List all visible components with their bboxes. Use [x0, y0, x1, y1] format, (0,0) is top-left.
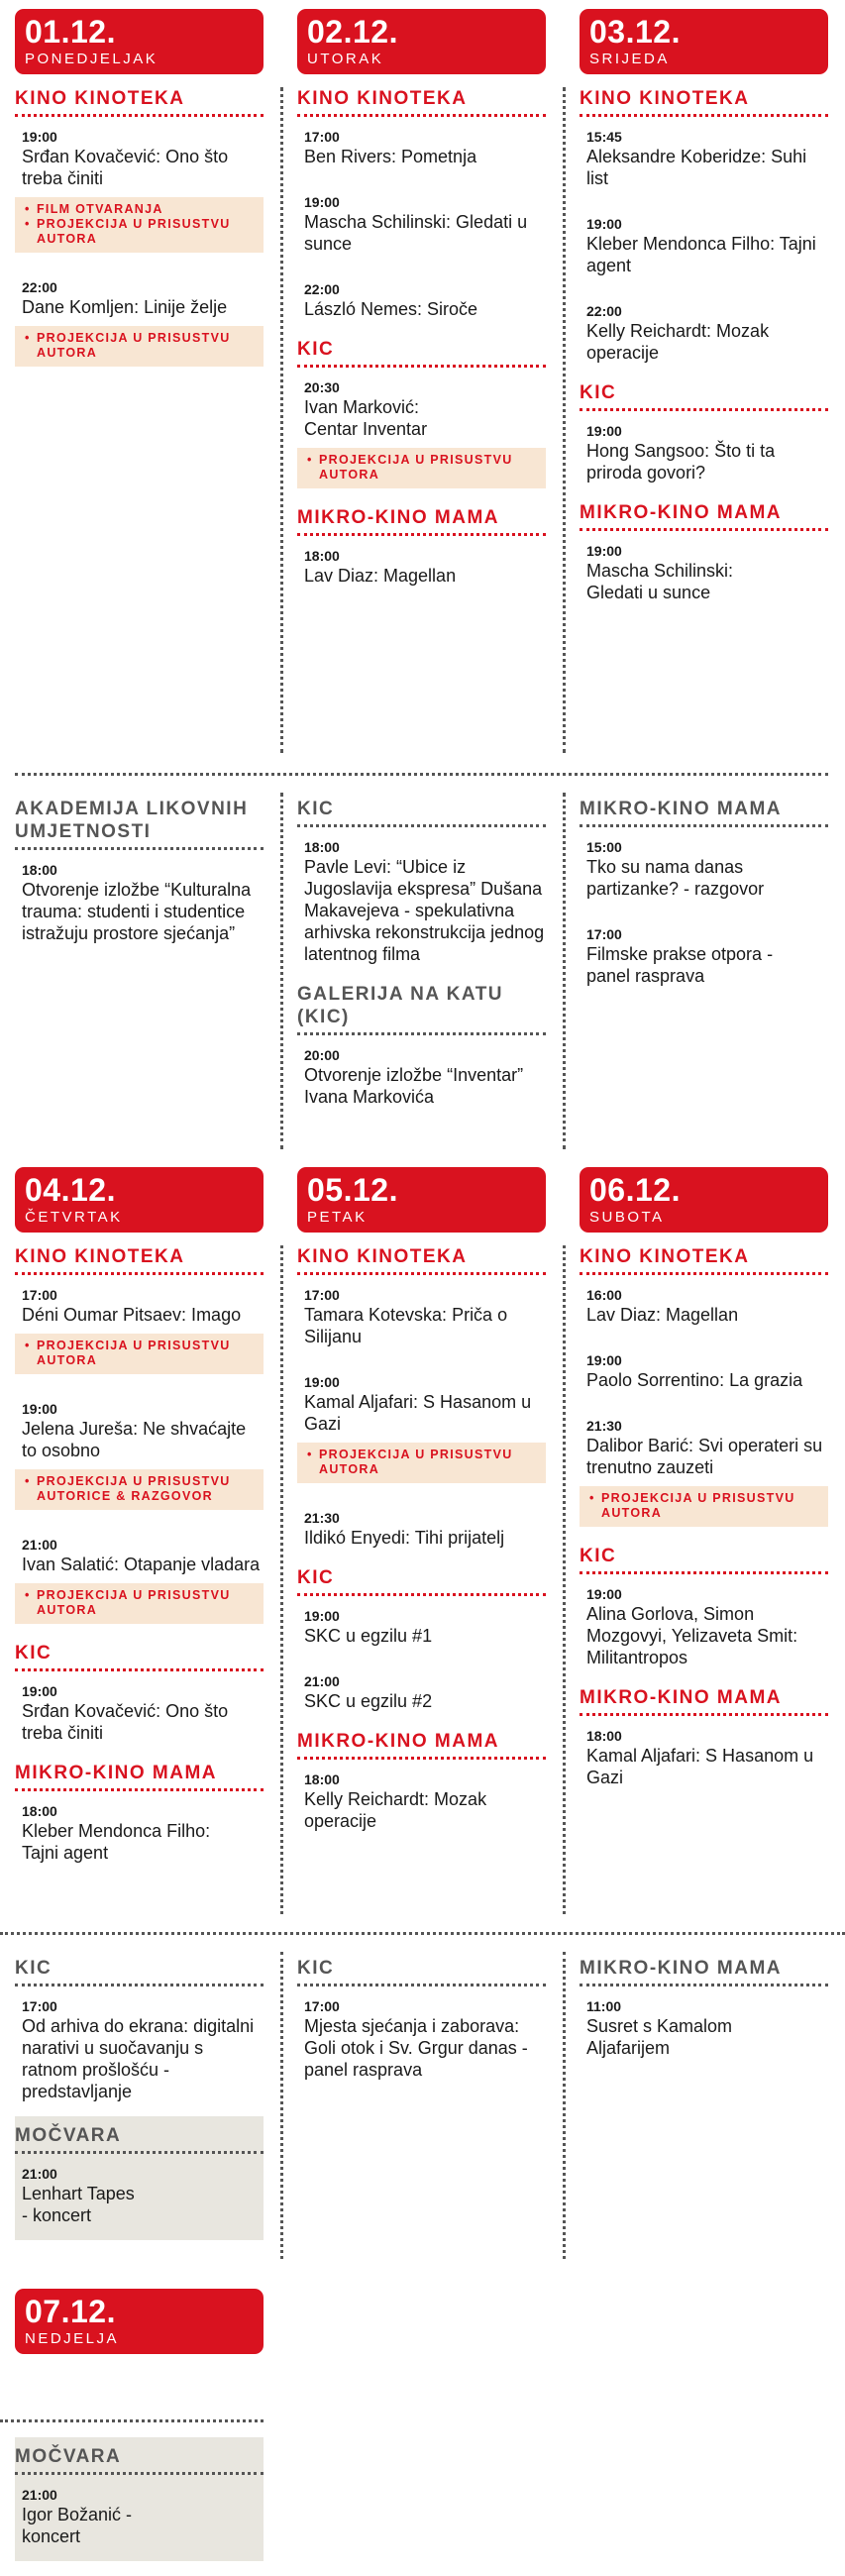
event-tags	[15, 1334, 264, 1374]
event-title: László Nemes: Siroče	[304, 299, 478, 319]
event-title: Ivan Salatić: Otapanje vladara	[22, 1555, 261, 1574]
event-title: Tamara Kotevska: Priča o Silijanu	[304, 1305, 508, 1346]
event-tag: • PROJEKCIJA U PRISUSTVU AUTORA	[305, 453, 538, 483]
event-time: 17:00	[304, 1998, 340, 2014]
venue-mikro-kino-mama: MIKRO-KINO MAMA	[15, 1762, 264, 1791]
event-tags	[15, 1469, 264, 1510]
event-time: 19:00	[22, 1683, 57, 1699]
event-tags	[15, 326, 264, 367]
event	[297, 128, 546, 167]
event	[15, 1400, 264, 1510]
event-title: Aleksandre Koberidze: Suhi list	[586, 147, 807, 188]
event	[15, 1286, 264, 1374]
event	[297, 1286, 546, 1347]
column-02-12-extra	[297, 798, 546, 1133]
venue-kic: KIC	[580, 1545, 828, 1574]
event-time: 18:00	[304, 548, 340, 564]
day-header-04-12	[15, 1167, 264, 1233]
venue-mikro-kino-mama: MIKRO-KINO MAMA	[580, 798, 828, 827]
event	[297, 193, 546, 255]
event	[580, 1727, 828, 1788]
event-title: Alina Gorlova, Simon Mozgovyi, Yelizaveta Smit: Militantropos	[586, 1604, 798, 1667]
day-date: 01.12.	[25, 14, 116, 50]
event-time: 18:00	[304, 1771, 340, 1787]
event-time: 17:00	[304, 129, 340, 145]
column-divider	[280, 87, 283, 753]
event-time: 16:00	[586, 1287, 622, 1303]
event	[297, 1373, 546, 1483]
event-time: 22:00	[586, 303, 622, 319]
column-divider	[280, 793, 283, 1149]
event-title: Otvorenje izložbe “Inventar” Ivana Markovića	[304, 1065, 524, 1107]
event-time: 18:00	[22, 1803, 57, 1819]
venue-kino-kinoteka: KINO KINOTEKA	[297, 87, 546, 117]
event-tag: • PROJEKCIJA U PRISUSTVU AUTORA	[23, 217, 256, 247]
event	[15, 1536, 264, 1624]
venue-kino-kinoteka: KINO KINOTEKA	[580, 87, 828, 117]
venue-kic: KIC	[580, 381, 828, 411]
event-time: 18:00	[304, 839, 340, 855]
event-tag: • PROJEKCIJA U PRISUSTVU AUTORA	[587, 1491, 820, 1521]
event-title: Filmske prakse otpora - panel rasprava	[586, 944, 774, 986]
mocvara-box	[15, 2116, 264, 2240]
event	[580, 215, 828, 276]
event-time: 19:00	[586, 543, 622, 559]
event-time: 17:00	[586, 926, 622, 942]
event-tags	[297, 448, 546, 488]
event-time: 18:00	[586, 1728, 622, 1744]
column-04-12	[15, 1245, 264, 1889]
day-weekday: NEDJELJA	[25, 2330, 120, 2347]
event-time: 19:00	[586, 423, 622, 439]
event	[297, 1509, 546, 1549]
column-divider	[563, 1952, 566, 2259]
event-time: 15:00	[586, 839, 622, 855]
event	[580, 1417, 828, 1527]
venue-mikro-kino-mama: MIKRO-KINO MAMA	[297, 1730, 546, 1760]
event-title: Paolo Sorrentino: La grazia	[586, 1370, 803, 1390]
event	[15, 2486, 264, 2547]
mocvara-box	[15, 2437, 264, 2561]
column-divider	[563, 1245, 566, 1914]
venue-mikro-kino-mama: MIKRO-KINO MAMA	[580, 501, 828, 531]
venue-galerija-na-katu: GALERIJA NA KATU (KIC)	[297, 983, 546, 1035]
event-title: Ivan Marković: Centar Inventar	[304, 397, 428, 439]
event-title: Otvorenje izložbe “Kulturalna trauma: studenti i studentice istražuju prostore sjećanja”	[22, 880, 252, 943]
event-title: Kleber Mendonca Filho: Tajni agent	[22, 1821, 211, 1863]
event-tag: • PROJEKCIJA U PRISUSTVU AUTORA	[23, 1339, 256, 1368]
event-title: Mascha Schilinski: Gledati u sunce	[586, 561, 734, 602]
event	[580, 925, 828, 987]
event	[580, 1997, 828, 2059]
venue-kic: KIC	[15, 1957, 264, 1986]
day-date: 05.12.	[307, 1172, 398, 1208]
event-tag: • PROJEKCIJA U PRISUSTVU AUTORA	[23, 1588, 256, 1618]
event-tags	[580, 1486, 828, 1527]
row-divider	[15, 773, 828, 776]
event	[297, 1607, 546, 1647]
event-time: 22:00	[22, 279, 57, 295]
column-05-12	[297, 1245, 546, 1858]
day-header-02-12	[297, 9, 546, 74]
day-date: 03.12.	[589, 14, 681, 50]
day-weekday: PONEDJELJAK	[25, 51, 158, 67]
event	[580, 422, 828, 483]
event	[297, 1771, 546, 1832]
event-time: 19:00	[586, 1586, 622, 1602]
column-02-12	[297, 87, 546, 612]
event	[15, 128, 264, 253]
event-title: Déni Oumar Pitsaev: Imago	[22, 1305, 242, 1325]
day-weekday: PETAK	[307, 1209, 368, 1226]
day-header-03-12	[580, 9, 828, 74]
event-title: Jelena Jureša: Ne shvaćajte to osobno	[22, 1419, 247, 1460]
venue-kino-kinoteka: KINO KINOTEKA	[297, 1245, 546, 1275]
event-title: Mjesta sjećanja i zaborava: Goli otok i Sv. Grgur danas - panel rasprava	[304, 2016, 528, 2080]
day-header-07-12	[15, 2289, 264, 2354]
venue-mocvara: MOČVARA	[15, 2445, 264, 2475]
event	[15, 1997, 264, 2102]
event-title: Hong Sangsoo: Što ti ta priroda govori?	[586, 441, 776, 483]
event	[297, 1672, 546, 1712]
event	[15, 861, 264, 944]
day-date: 06.12.	[589, 1172, 681, 1208]
event-time: 21:30	[304, 1510, 340, 1526]
column-divider	[280, 1952, 283, 2259]
event-tags	[297, 1443, 546, 1483]
event-time: 20:30	[304, 379, 340, 395]
event	[15, 1682, 264, 1744]
event	[580, 542, 828, 603]
event	[580, 128, 828, 189]
column-04-12-extra	[15, 1957, 264, 2240]
column-divider	[563, 87, 566, 753]
column-05-12-extra	[297, 1957, 546, 2106]
column-06-12-extra	[580, 1957, 828, 2085]
event	[15, 278, 264, 367]
event-time: 11:00	[586, 1998, 622, 2014]
row-divider	[0, 2419, 264, 2422]
day-weekday: ČETVRTAK	[25, 1209, 123, 1226]
event	[297, 378, 546, 488]
event-title: Lav Diaz: Magellan	[304, 566, 457, 586]
event-tag: • PROJEKCIJA U PRISUSTVU AUTORA	[23, 331, 256, 361]
venue-kic: KIC	[297, 1566, 546, 1596]
column-03-12	[580, 87, 828, 629]
venue-mikro-kino-mama: MIKRO-KINO MAMA	[580, 1686, 828, 1716]
event-time: 17:00	[22, 1998, 57, 2014]
column-divider	[563, 793, 566, 1149]
event-time: 19:00	[22, 129, 57, 145]
column-divider	[280, 1245, 283, 1914]
event-title: Kleber Mendonca Filho: Tajni agent	[586, 234, 816, 275]
event	[297, 280, 546, 320]
event-time: 19:00	[586, 216, 622, 232]
venue-kic: KIC	[15, 1642, 264, 1671]
event-time: 21:30	[586, 1418, 622, 1434]
event-time: 20:00	[304, 1047, 340, 1063]
event-title: Ildikó Enyedi: Tihi prijatelj	[304, 1528, 505, 1548]
column-01-12	[15, 87, 264, 392]
row-divider	[0, 1932, 845, 1935]
event-title: Lav Diaz: Magellan	[586, 1305, 739, 1325]
venue-kic: KIC	[297, 798, 546, 827]
event	[580, 1351, 828, 1391]
venue-mikro-kino-mama: MIKRO-KINO MAMA	[297, 506, 546, 536]
day-date: 02.12.	[307, 14, 398, 50]
event-title: Kelly Reichardt: Mozak operacije	[586, 321, 770, 363]
event-title: Kamal Aljafari: S Hasanom u Gazi	[304, 1392, 532, 1434]
event	[297, 1046, 546, 1108]
event-time: 21:00	[22, 2487, 57, 2503]
event-title: Dalibor Barić: Svi operateri su trenutno zauzeti	[586, 1436, 823, 1477]
event-time: 21:00	[22, 1537, 57, 1553]
event-title: Susret s Kamalom Aljafarijem	[586, 2016, 733, 2058]
venue-kino-kinoteka: KINO KINOTEKA	[580, 1245, 828, 1275]
day-header-05-12	[297, 1167, 546, 1233]
event-time: 19:00	[304, 194, 340, 210]
event-time: 19:00	[304, 1374, 340, 1390]
event	[297, 1997, 546, 2081]
event-title: Kelly Reichardt: Mozak operacije	[304, 1789, 487, 1831]
event-tag: • PROJEKCIJA U PRISUSTVU AUTORA	[305, 1448, 538, 1477]
event-time: 17:00	[22, 1287, 57, 1303]
column-03-12-extra	[580, 798, 828, 1013]
event-time: 19:00	[22, 1401, 57, 1417]
event	[580, 1585, 828, 1668]
venue-akademija-likovnih-umjetnosti: AKADEMIJA LIKOVNIH UMJETNOSTI	[15, 798, 264, 850]
event-title: Kamal Aljafari: S Hasanom u Gazi	[586, 1746, 814, 1787]
venue-kic: KIC	[297, 1957, 546, 1986]
column-01-12-extra	[15, 798, 264, 970]
event-title: Lenhart Tapes - koncert	[22, 2184, 135, 2225]
day-date: 04.12.	[25, 1172, 116, 1208]
event-time: 17:00	[304, 1287, 340, 1303]
day-weekday: UTORAK	[307, 51, 384, 67]
day-date: 07.12.	[25, 2294, 116, 2329]
event	[297, 547, 546, 587]
event-title: Tko su nama danas partizanke? - razgovor	[586, 857, 765, 899]
column-07-12-extra	[15, 2437, 264, 2561]
venue-kino-kinoteka: KINO KINOTEKA	[15, 1245, 264, 1275]
event-time: 21:00	[22, 2166, 57, 2182]
event-title: Pavle Levi: “Ubice iz Jugoslavija ekspresa” Dušana Makavejeva - spekulativna arhivska rekonstrukcija jednog latentnog filma	[304, 857, 545, 964]
event-title: Od arhiva do ekrana: digitalni narativi u suočavanju s ratnom prošlošću - predstavljanje	[22, 2016, 255, 2101]
event-tag: • FILM OTVARANJA	[23, 202, 256, 217]
event-title: Srđan Kovačević: Ono što treba činiti	[22, 147, 229, 188]
event-title: Ben Rivers: Pometnja	[304, 147, 477, 166]
day-header-06-12	[580, 1167, 828, 1233]
event-time: 22:00	[304, 281, 340, 297]
event-tag: • PROJEKCIJA U PRISUSTVU AUTORICE & RAZGOVOR	[23, 1474, 256, 1504]
event-title: SKC u egzilu #1	[304, 1626, 433, 1646]
venue-mikro-kino-mama: MIKRO-KINO MAMA	[580, 1957, 828, 1986]
event-time: 19:00	[586, 1352, 622, 1368]
event	[15, 1802, 264, 1864]
event-tags	[15, 1583, 264, 1624]
day-weekday: SRIJEDA	[589, 51, 670, 67]
event	[297, 838, 546, 965]
day-weekday: SUBOTA	[589, 1209, 665, 1226]
venue-kic: KIC	[297, 338, 546, 368]
event-tags	[15, 197, 264, 253]
event-title: SKC u egzilu #2	[304, 1691, 433, 1711]
event	[580, 1286, 828, 1326]
event-title: Dane Komljen: Linije želje	[22, 297, 228, 317]
venue-kino-kinoteka: KINO KINOTEKA	[15, 87, 264, 117]
event-time: 18:00	[22, 862, 57, 878]
day-header-01-12	[15, 9, 264, 74]
event	[580, 302, 828, 364]
event	[580, 838, 828, 900]
event-time: 19:00	[304, 1608, 340, 1624]
column-06-12	[580, 1245, 828, 1814]
event-title: Srđan Kovačević: Ono što treba činiti	[22, 1701, 229, 1743]
event-title: Mascha Schilinski: Gledati u sunce	[304, 212, 528, 254]
venue-mocvara: MOČVARA	[15, 2124, 264, 2154]
event-title: Igor Božanić - koncert	[22, 2505, 133, 2546]
event-time: 15:45	[586, 129, 622, 145]
event	[15, 2165, 264, 2226]
event-time: 21:00	[304, 1673, 340, 1689]
